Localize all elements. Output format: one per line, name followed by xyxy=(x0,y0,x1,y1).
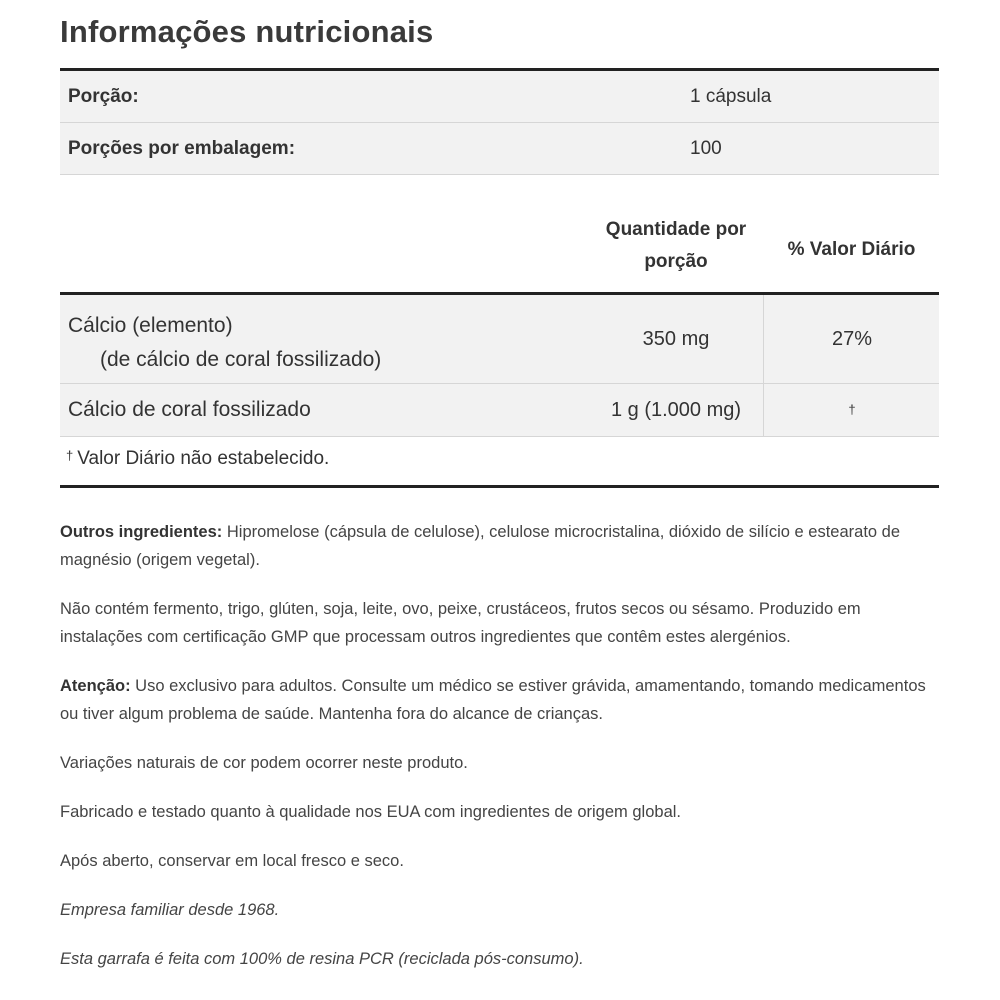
serving-row-per-package xyxy=(60,123,939,175)
other-ingredients xyxy=(60,518,940,574)
footnote xyxy=(66,448,329,470)
bottle-note: Esta garrafa é feita com 100% de resina PCR (reciclada pós-consumo). xyxy=(60,950,584,968)
per-package-label: Porções por embalagem: xyxy=(68,138,296,159)
nutrient-name: Cálcio de coral fossilizado xyxy=(68,398,311,421)
portion-label: Porção: xyxy=(68,86,139,107)
product-notes xyxy=(60,518,940,973)
table-row xyxy=(60,295,939,384)
manufactured-note: Fabricado e testado quanto à qualidade nos EUA com ingredientes de origem global. xyxy=(60,803,681,821)
family-note: Empresa familiar desde 1968. xyxy=(60,901,280,919)
nutrient-amount: 350 mg xyxy=(642,328,710,350)
nutrient-daily-value: † xyxy=(763,384,940,436)
storage-note: Após aberto, conservar em local fresco e seco. xyxy=(60,852,404,870)
per-package-value: 100 xyxy=(690,138,722,159)
nutrient-daily-value: 27% xyxy=(763,295,940,383)
allergens-note: Não contém fermento, trigo, glúten, soja, leite, ovo, peixe, crustáceos, frutos secos ou sésamo. Produzido em instalações com certificação GMP que processam outros ingredientes que contêm estes alergénios. xyxy=(60,600,861,646)
nutrient-source: (de cálcio de coral fossilizado) xyxy=(100,348,382,371)
dagger-mark: † xyxy=(66,448,74,463)
portion-value: 1 cápsula xyxy=(690,86,772,107)
nutrient-name: Cálcio (elemento) xyxy=(68,314,233,337)
warning-text: Uso exclusivo para adultos. Consulte um médico se estiver grávida, amamentando, tomando medicamentos ou tiver algum problema de saúde. Mantenha fora do alcance de crianças. xyxy=(60,677,926,723)
warning-note xyxy=(60,672,940,728)
nutrition-table xyxy=(60,292,939,437)
nutrition-table-header xyxy=(60,214,939,292)
footnote-row xyxy=(60,437,939,488)
header-daily-value: % Valor Diário xyxy=(787,239,916,260)
table-row xyxy=(60,384,939,437)
color-variation-note: Variações naturais de cor podem ocorrer neste produto. xyxy=(60,754,468,772)
footnote-text: Valor Diário não estabelecido. xyxy=(77,448,330,469)
nutrient-amount: 1 g (1.000 mg) xyxy=(610,399,742,421)
serving-table xyxy=(60,68,939,175)
page-title: Informações nutricionais xyxy=(60,14,434,49)
header-quantity: Quantidade por porção xyxy=(605,219,747,272)
other-ingredients-label: Outros ingredientes: xyxy=(60,523,223,541)
other-ingredients-text: Hipromelose (cápsula de celulose), celulose microcristalina, dióxido de silício e estearato de magnésio (origem vegetal). xyxy=(60,523,901,569)
serving-row-portion xyxy=(60,71,939,123)
nutrient-name-cell xyxy=(68,309,381,377)
warning-label: Atenção: xyxy=(60,677,131,695)
